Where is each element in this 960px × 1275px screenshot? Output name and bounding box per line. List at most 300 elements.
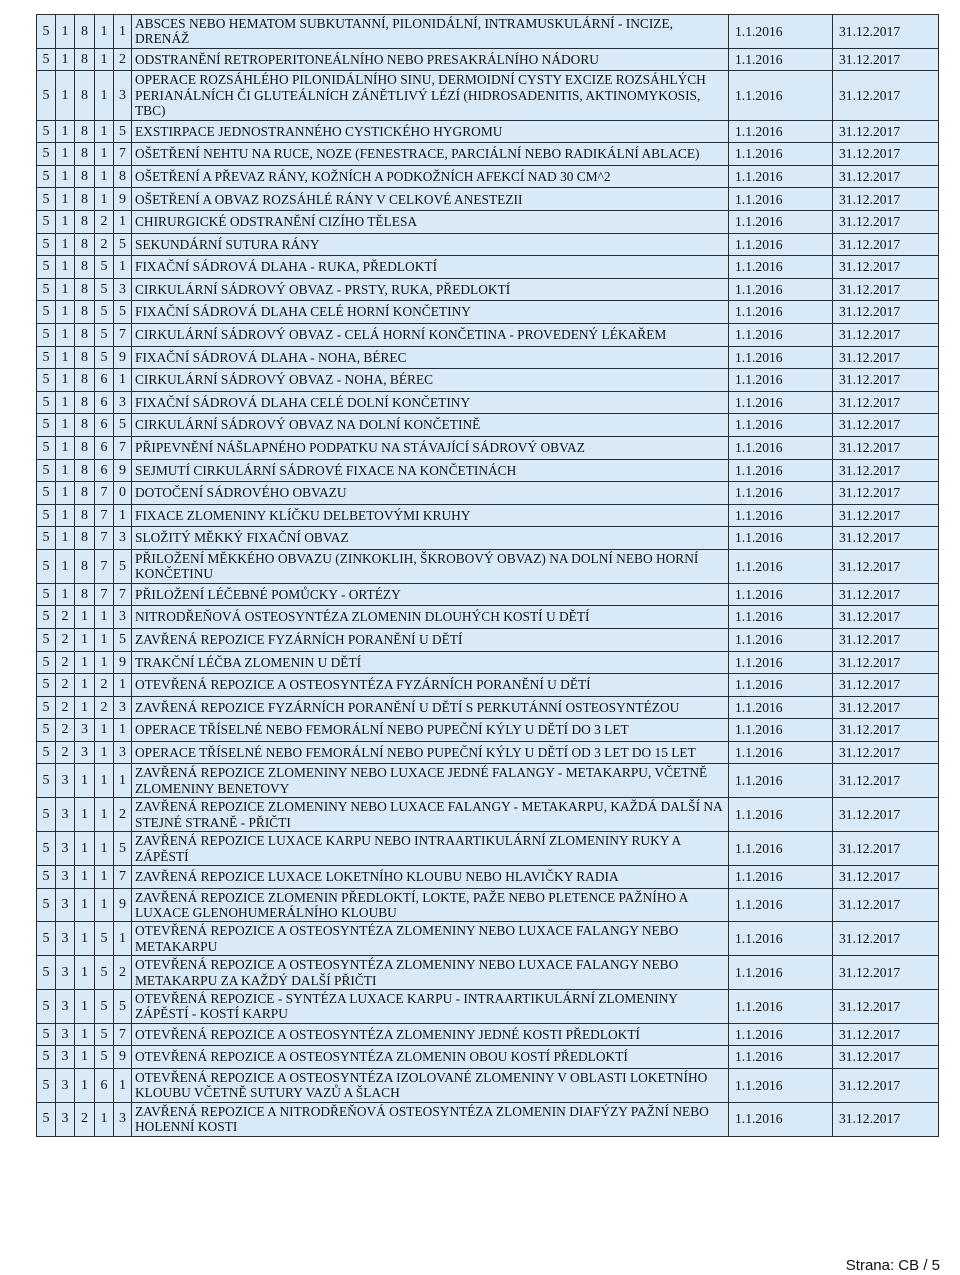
- code-digit-cell: 1: [95, 628, 114, 651]
- code-digit-cell: 1: [95, 865, 114, 888]
- code-digit-cell: 1: [75, 628, 95, 651]
- code-digit-cell: 5: [37, 549, 56, 583]
- code-digit-cell: 5: [114, 233, 132, 256]
- code-digit-cell: 7: [114, 865, 132, 888]
- procedure-name-cell: ZAVŘENÁ REPOZICE LUXACE KARPU NEBO INTRAARTIKULÁRNÍ ZLOMENINY RUKY A ZÁPĚSTÍ: [132, 832, 729, 866]
- procedure-name-cell: OPERACE TŘÍSELNÉ NEBO FEMORÁLNÍ NEBO PUPEČNÍ KÝLY U DĚTÍ DO 3 LET: [132, 719, 729, 742]
- code-digit-cell: 5: [37, 256, 56, 279]
- code-digit-cell: 3: [75, 741, 95, 764]
- code-digit-cell: 5: [37, 888, 56, 922]
- code-digit-cell: 1: [75, 764, 95, 798]
- code-digit-cell: 5: [37, 120, 56, 143]
- table-row: [37, 15, 939, 49]
- code-digit-cell: 5: [37, 628, 56, 651]
- procedure-name-cell: ZAVŘENÁ REPOZICE ZLOMENIN PŘEDLOKTÍ, LOKTE, PAŽE NEBO PLETENCE PAŽNÍHO A LUXACE GLENOHUMERÁLNÍHO KLOUBU: [132, 888, 729, 922]
- table-row: [37, 741, 939, 764]
- code-digit-cell: 1: [95, 764, 114, 798]
- code-digit-cell: 5: [37, 583, 56, 606]
- valid-from-cell: 1.1.2016: [729, 1023, 833, 1046]
- valid-from-cell: 1.1.2016: [729, 165, 833, 188]
- valid-from-cell: 1.1.2016: [729, 188, 833, 211]
- table-row: [37, 504, 939, 527]
- procedure-name-cell: OŠETŘENÍ NEHTU NA RUCE, NOZE (FENESTRACE, PARCIÁLNÍ NEBO RADIKÁLNÍ ABLACE): [132, 143, 729, 166]
- code-digit-cell: 1: [75, 832, 95, 866]
- code-digit-cell: 9: [114, 188, 132, 211]
- table-row: [37, 989, 939, 1023]
- valid-to-cell: 31.12.2017: [833, 188, 939, 211]
- valid-from-cell: 1.1.2016: [729, 482, 833, 505]
- code-digit-cell: 5: [37, 188, 56, 211]
- code-digit-cell: 5: [37, 346, 56, 369]
- table-row: [37, 549, 939, 583]
- code-digit-cell: 6: [95, 369, 114, 392]
- code-digit-cell: 5: [37, 651, 56, 674]
- code-digit-cell: 1: [56, 414, 75, 437]
- code-digit-cell: 1: [95, 165, 114, 188]
- code-digit-cell: 8: [75, 391, 95, 414]
- code-digit-cell: 5: [37, 1102, 56, 1136]
- valid-to-cell: 31.12.2017: [833, 165, 939, 188]
- code-digit-cell: 5: [37, 369, 56, 392]
- procedure-name-cell: ODSTRANĚNÍ RETROPERITONEÁLNÍHO NEBO PRESAKRÁLNÍHO NÁDORU: [132, 48, 729, 71]
- procedure-name-cell: OTEVŘENÁ REPOZICE A OSTEOSYNTÉZA FYZÁRNÍCH PORANĚNÍ U DĚTÍ: [132, 674, 729, 697]
- valid-to-cell: 31.12.2017: [833, 628, 939, 651]
- code-digit-cell: 5: [37, 211, 56, 234]
- code-digit-cell: 5: [114, 414, 132, 437]
- code-digit-cell: 2: [75, 1102, 95, 1136]
- code-digit-cell: 1: [56, 549, 75, 583]
- valid-from-cell: 1.1.2016: [729, 120, 833, 143]
- procedure-name-cell: CIRKULÁRNÍ SÁDROVÝ OBVAZ - NOHA, BÉREC: [132, 369, 729, 392]
- procedure-name-cell: OPERACE TŘÍSELNÉ NEBO FEMORÁLNÍ NEBO PUPEČNÍ KÝLY U DĚTÍ OD 3 LET DO 15 LET: [132, 741, 729, 764]
- valid-to-cell: 31.12.2017: [833, 120, 939, 143]
- code-digit-cell: 8: [75, 549, 95, 583]
- code-digit-cell: 2: [95, 211, 114, 234]
- procedure-name-cell: TRAKČNÍ LÉČBA ZLOMENIN U DĚTÍ: [132, 651, 729, 674]
- valid-to-cell: 31.12.2017: [833, 504, 939, 527]
- code-digit-cell: 1: [114, 922, 132, 956]
- code-digit-cell: 1: [56, 459, 75, 482]
- code-digit-cell: 5: [37, 301, 56, 324]
- procedure-name-cell: OTEVŘENÁ REPOZICE - SYNTÉZA LUXACE KARPU - INTRAARTIKULÁRNÍ ZLOMENINY ZÁPĚSTÍ - KOSTÍ KARPU: [132, 989, 729, 1023]
- code-digit-cell: 1: [95, 606, 114, 629]
- code-digit-cell: 1: [75, 1046, 95, 1069]
- table-row: [37, 628, 939, 651]
- code-digit-cell: 1: [114, 719, 132, 742]
- code-digit-cell: 7: [95, 482, 114, 505]
- valid-to-cell: 31.12.2017: [833, 583, 939, 606]
- procedure-name-cell: OTEVŘENÁ REPOZICE A OSTEOSYNTÉZA ZLOMENINY JEDNÉ KOSTI PŘEDLOKTÍ: [132, 1023, 729, 1046]
- code-digit-cell: 3: [56, 1046, 75, 1069]
- code-digit-cell: 1: [56, 143, 75, 166]
- table-row: [37, 832, 939, 866]
- code-digit-cell: 5: [95, 301, 114, 324]
- code-digit-cell: 0: [114, 482, 132, 505]
- code-digit-cell: 1: [75, 865, 95, 888]
- table-row: [37, 278, 939, 301]
- table-row: [37, 888, 939, 922]
- code-digit-cell: 1: [75, 888, 95, 922]
- code-digit-cell: 1: [56, 165, 75, 188]
- code-digit-cell: 5: [37, 922, 56, 956]
- procedure-name-cell: OTEVŘENÁ REPOZICE A OSTEOSYNTÉZA ZLOMENINY NEBO LUXACE FALANGY NEBO METAKARPU ZA KAŽDÝ DALŠÍ PŘIČTI: [132, 956, 729, 990]
- valid-from-cell: 1.1.2016: [729, 696, 833, 719]
- valid-from-cell: 1.1.2016: [729, 346, 833, 369]
- procedure-name-cell: ZAVŘENÁ REPOZICE A NITRODŘEŇOVÁ OSTEOSYNTÉZA ZLOMENIN DIAFÝZY PAŽNÍ NEBO HOLENNÍ KOSTI: [132, 1102, 729, 1136]
- table-row: [37, 165, 939, 188]
- code-digit-cell: 5: [114, 549, 132, 583]
- code-digit-cell: 1: [114, 1068, 132, 1102]
- valid-to-cell: 31.12.2017: [833, 798, 939, 832]
- code-digit-cell: 3: [114, 606, 132, 629]
- valid-from-cell: 1.1.2016: [729, 888, 833, 922]
- code-digit-cell: 5: [37, 414, 56, 437]
- table-row: [37, 527, 939, 550]
- procedure-name-cell: CIRKULÁRNÍ SÁDROVÝ OBVAZ - CELÁ HORNÍ KONČETINA - PROVEDENÝ LÉKAŘEM: [132, 323, 729, 346]
- code-digit-cell: 5: [37, 1023, 56, 1046]
- code-digit-cell: 5: [37, 504, 56, 527]
- code-digit-cell: 1: [95, 48, 114, 71]
- table-row: [37, 956, 939, 990]
- code-digit-cell: 2: [56, 719, 75, 742]
- code-digit-cell: 5: [114, 628, 132, 651]
- valid-to-cell: 31.12.2017: [833, 391, 939, 414]
- valid-from-cell: 1.1.2016: [729, 323, 833, 346]
- table-row: [37, 71, 939, 120]
- procedure-name-cell: FIXAČNÍ SÁDROVÁ DLAHA CELÉ DOLNÍ KONČETINY: [132, 391, 729, 414]
- table-row: [37, 606, 939, 629]
- code-digit-cell: 1: [56, 323, 75, 346]
- code-digit-cell: 3: [114, 741, 132, 764]
- valid-to-cell: 31.12.2017: [833, 1023, 939, 1046]
- code-digit-cell: 1: [75, 989, 95, 1023]
- code-digit-cell: 1: [114, 256, 132, 279]
- code-digit-cell: 1: [114, 504, 132, 527]
- procedure-name-cell: OTEVŘENÁ REPOZICE A OSTEOSYNTÉZA IZOLOVANÉ ZLOMENINY V OBLASTI LOKETNÍHO KLOUBU VČETNĚ SUTURY VAZŮ A ŠLACH: [132, 1068, 729, 1102]
- valid-from-cell: 1.1.2016: [729, 606, 833, 629]
- code-digit-cell: 5: [37, 233, 56, 256]
- valid-to-cell: 31.12.2017: [833, 301, 939, 324]
- valid-from-cell: 1.1.2016: [729, 459, 833, 482]
- code-digit-cell: 3: [114, 696, 132, 719]
- table-row: [37, 459, 939, 482]
- valid-to-cell: 31.12.2017: [833, 323, 939, 346]
- procedure-name-cell: ZAVŘENÁ REPOZICE FYZÁRNÍCH PORANĚNÍ U DĚTÍ S PERKUTÁNNÍ OSTEOSYNTÉZOU: [132, 696, 729, 719]
- procedure-name-cell: PŘILOŽENÍ MĚKKÉHO OBVAZU (ZINKOKLIH, ŠKROBOVÝ OBVAZ) NA DOLNÍ NEBO HORNÍ KONČETINU: [132, 549, 729, 583]
- valid-to-cell: 31.12.2017: [833, 1046, 939, 1069]
- procedure-name-cell: SLOŽITÝ MĚKKÝ FIXAČNÍ OBVAZ: [132, 527, 729, 550]
- code-digit-cell: 3: [114, 71, 132, 120]
- code-digit-cell: 5: [37, 482, 56, 505]
- valid-to-cell: 31.12.2017: [833, 346, 939, 369]
- code-digit-cell: 7: [95, 583, 114, 606]
- code-digit-cell: 5: [37, 48, 56, 71]
- code-digit-cell: 3: [56, 922, 75, 956]
- valid-to-cell: 31.12.2017: [833, 865, 939, 888]
- valid-from-cell: 1.1.2016: [729, 278, 833, 301]
- valid-to-cell: 31.12.2017: [833, 1102, 939, 1136]
- procedure-name-cell: ZAVŘENÁ REPOZICE ZLOMENINY NEBO LUXACE JEDNÉ FALANGY - METAKARPU, VČETNĚ ZLOMENINY BENETOVY: [132, 764, 729, 798]
- code-digit-cell: 7: [114, 1023, 132, 1046]
- procedure-name-cell: CIRKULÁRNÍ SÁDROVÝ OBVAZ - PRSTY, RUKA, PŘEDLOKTÍ: [132, 278, 729, 301]
- table-row: [37, 922, 939, 956]
- valid-from-cell: 1.1.2016: [729, 504, 833, 527]
- procedure-code-table: [36, 14, 939, 1137]
- code-digit-cell: 1: [114, 674, 132, 697]
- table-row: [37, 1068, 939, 1102]
- valid-to-cell: 31.12.2017: [833, 719, 939, 742]
- procedure-name-cell: EXSTIRPACE JEDNOSTRANNÉHO CYSTICKÉHO HYGROMU: [132, 120, 729, 143]
- code-digit-cell: 3: [56, 1102, 75, 1136]
- code-digit-cell: 2: [56, 696, 75, 719]
- code-digit-cell: 2: [56, 628, 75, 651]
- procedure-name-cell: SEJMUTÍ CIRKULÁRNÍ SÁDROVÉ FIXACE NA KONČETINÁCH: [132, 459, 729, 482]
- code-digit-cell: 1: [95, 719, 114, 742]
- code-digit-cell: 3: [56, 764, 75, 798]
- code-digit-cell: 5: [37, 989, 56, 1023]
- code-digit-cell: 5: [37, 391, 56, 414]
- valid-from-cell: 1.1.2016: [729, 865, 833, 888]
- valid-to-cell: 31.12.2017: [833, 369, 939, 392]
- code-digit-cell: 6: [95, 459, 114, 482]
- code-digit-cell: 8: [75, 583, 95, 606]
- code-digit-cell: 8: [75, 527, 95, 550]
- code-digit-cell: 8: [75, 301, 95, 324]
- code-digit-cell: 5: [37, 606, 56, 629]
- procedure-name-cell: OŠETŘENÍ A OBVAZ ROZSÁHLÉ RÁNY V CELKOVÉ ANESTEZII: [132, 188, 729, 211]
- procedure-name-cell: ZAVŘENÁ REPOZICE ZLOMENINY NEBO LUXACE FALANGY - METAKARPU, KAŽDÁ DALŠÍ NA STEJNÉ STRANĚ - PŘIČTI: [132, 798, 729, 832]
- code-digit-cell: 9: [114, 346, 132, 369]
- valid-from-cell: 1.1.2016: [729, 1046, 833, 1069]
- valid-from-cell: 1.1.2016: [729, 143, 833, 166]
- valid-to-cell: 31.12.2017: [833, 482, 939, 505]
- code-digit-cell: 5: [37, 71, 56, 120]
- valid-from-cell: 1.1.2016: [729, 674, 833, 697]
- valid-from-cell: 1.1.2016: [729, 391, 833, 414]
- procedure-name-cell: OŠETŘENÍ A PŘEVAZ RÁNY, KOŽNÍCH A PODKOŽNÍCH AFEKCÍ NAD 30 CM^2: [132, 165, 729, 188]
- code-digit-cell: 1: [56, 256, 75, 279]
- code-digit-cell: 7: [114, 323, 132, 346]
- valid-from-cell: 1.1.2016: [729, 741, 833, 764]
- code-digit-cell: 5: [37, 1046, 56, 1069]
- table-row: [37, 211, 939, 234]
- code-digit-cell: 6: [95, 391, 114, 414]
- code-digit-cell: 5: [37, 527, 56, 550]
- code-digit-cell: 3: [114, 527, 132, 550]
- code-digit-cell: 5: [37, 696, 56, 719]
- code-digit-cell: 5: [114, 832, 132, 866]
- valid-to-cell: 31.12.2017: [833, 211, 939, 234]
- code-digit-cell: 1: [95, 651, 114, 674]
- code-digit-cell: 3: [56, 956, 75, 990]
- code-digit-cell: 8: [75, 71, 95, 120]
- valid-to-cell: 31.12.2017: [833, 989, 939, 1023]
- procedure-name-cell: ZAVŘENÁ REPOZICE LUXACE LOKETNÍHO KLOUBU NEBO HLAVIČKY RADIA: [132, 865, 729, 888]
- valid-from-cell: 1.1.2016: [729, 527, 833, 550]
- procedure-name-cell: PŘILOŽENÍ LÉČEBNÉ POMŮCKY - ORTÉZY: [132, 583, 729, 606]
- code-digit-cell: 1: [56, 482, 75, 505]
- code-digit-cell: 1: [56, 301, 75, 324]
- procedure-name-cell: OPERACE ROZSÁHLÉHO PILONIDÁLNÍHO SINU, DERMOIDNÍ CYSTY EXCIZE ROZSÁHLÝCH PERIANÁLNÍCH ČI GLUTEÁLNÍCH ZÁNĚTLIVÝ LÉZÍ (HIDROSADENITIS, AKTINOMYKOSIS, TBC): [132, 71, 729, 120]
- valid-from-cell: 1.1.2016: [729, 15, 833, 49]
- code-digit-cell: 1: [56, 278, 75, 301]
- code-digit-cell: 8: [75, 436, 95, 459]
- code-digit-cell: 1: [56, 48, 75, 71]
- valid-to-cell: 31.12.2017: [833, 832, 939, 866]
- code-digit-cell: 8: [75, 482, 95, 505]
- code-digit-cell: 5: [37, 278, 56, 301]
- code-digit-cell: 1: [95, 832, 114, 866]
- table-row: [37, 120, 939, 143]
- procedure-name-cell: NITRODŘEŇOVÁ OSTEOSYNTÉZA ZLOMENIN DLOUHÝCH KOSTÍ U DĚTÍ: [132, 606, 729, 629]
- valid-from-cell: 1.1.2016: [729, 583, 833, 606]
- code-digit-cell: 7: [114, 143, 132, 166]
- valid-to-cell: 31.12.2017: [833, 48, 939, 71]
- valid-from-cell: 1.1.2016: [729, 798, 833, 832]
- code-digit-cell: 2: [114, 956, 132, 990]
- valid-from-cell: 1.1.2016: [729, 956, 833, 990]
- code-digit-cell: 3: [114, 391, 132, 414]
- code-digit-cell: 3: [114, 278, 132, 301]
- valid-from-cell: 1.1.2016: [729, 922, 833, 956]
- procedure-name-cell: FIXAČNÍ SÁDROVÁ DLAHA - RUKA, PŘEDLOKTÍ: [132, 256, 729, 279]
- code-digit-cell: 1: [56, 188, 75, 211]
- valid-from-cell: 1.1.2016: [729, 233, 833, 256]
- table-row: [37, 323, 939, 346]
- valid-from-cell: 1.1.2016: [729, 1102, 833, 1136]
- valid-to-cell: 31.12.2017: [833, 651, 939, 674]
- valid-from-cell: 1.1.2016: [729, 256, 833, 279]
- procedure-name-cell: FIXAČNÍ SÁDROVÁ DLAHA CELÉ HORNÍ KONČETINY: [132, 301, 729, 324]
- valid-to-cell: 31.12.2017: [833, 888, 939, 922]
- code-digit-cell: 5: [37, 956, 56, 990]
- code-digit-cell: 3: [56, 798, 75, 832]
- code-digit-cell: 5: [37, 1068, 56, 1102]
- code-digit-cell: 5: [95, 989, 114, 1023]
- code-digit-cell: 5: [95, 1046, 114, 1069]
- code-digit-cell: 2: [56, 606, 75, 629]
- code-digit-cell: 5: [95, 278, 114, 301]
- table-row: [37, 391, 939, 414]
- code-digit-cell: 2: [114, 48, 132, 71]
- valid-to-cell: 31.12.2017: [833, 1068, 939, 1102]
- code-digit-cell: 5: [37, 764, 56, 798]
- code-digit-cell: 2: [95, 674, 114, 697]
- code-digit-cell: 5: [37, 741, 56, 764]
- table-row: [37, 719, 939, 742]
- code-digit-cell: 1: [56, 504, 75, 527]
- code-digit-cell: 1: [56, 15, 75, 49]
- code-digit-cell: 8: [75, 233, 95, 256]
- code-digit-cell: 5: [95, 256, 114, 279]
- code-digit-cell: 6: [95, 436, 114, 459]
- code-digit-cell: 7: [95, 527, 114, 550]
- code-digit-cell: 1: [75, 956, 95, 990]
- valid-to-cell: 31.12.2017: [833, 233, 939, 256]
- code-digit-cell: 1: [95, 15, 114, 49]
- table-row: [37, 1046, 939, 1069]
- code-digit-cell: 8: [75, 346, 95, 369]
- table-row: [37, 1102, 939, 1136]
- code-digit-cell: 2: [114, 798, 132, 832]
- procedure-name-cell: CIRKULÁRNÍ SÁDROVÝ OBVAZ NA DOLNÍ KONČETINĚ: [132, 414, 729, 437]
- code-digit-cell: 5: [114, 301, 132, 324]
- code-digit-cell: 5: [37, 865, 56, 888]
- code-digit-cell: 7: [114, 583, 132, 606]
- valid-to-cell: 31.12.2017: [833, 436, 939, 459]
- valid-to-cell: 31.12.2017: [833, 956, 939, 990]
- table-row: [37, 346, 939, 369]
- code-digit-cell: 5: [95, 323, 114, 346]
- code-digit-cell: 5: [37, 832, 56, 866]
- valid-from-cell: 1.1.2016: [729, 651, 833, 674]
- code-digit-cell: 1: [95, 71, 114, 120]
- valid-to-cell: 31.12.2017: [833, 256, 939, 279]
- code-digit-cell: 1: [56, 346, 75, 369]
- procedure-name-cell: CHIRURGICKÉ ODSTRANĚNÍ CIZÍHO TĚLESA: [132, 211, 729, 234]
- valid-from-cell: 1.1.2016: [729, 989, 833, 1023]
- table-row: [37, 583, 939, 606]
- table-row: [37, 301, 939, 324]
- procedure-name-cell: FIXACE ZLOMENINY KLÍČKU DELBETOVÝMI KRUHY: [132, 504, 729, 527]
- code-digit-cell: 2: [95, 696, 114, 719]
- code-digit-cell: 3: [56, 1068, 75, 1102]
- table-row: [37, 798, 939, 832]
- code-digit-cell: 1: [56, 527, 75, 550]
- code-digit-cell: 1: [56, 436, 75, 459]
- code-digit-cell: 3: [56, 989, 75, 1023]
- code-digit-cell: 5: [95, 956, 114, 990]
- code-digit-cell: 8: [75, 188, 95, 211]
- valid-from-cell: 1.1.2016: [729, 48, 833, 71]
- table-row: [37, 233, 939, 256]
- valid-from-cell: 1.1.2016: [729, 832, 833, 866]
- code-digit-cell: 9: [114, 651, 132, 674]
- code-digit-cell: 3: [56, 1023, 75, 1046]
- valid-from-cell: 1.1.2016: [729, 549, 833, 583]
- code-digit-cell: 9: [114, 459, 132, 482]
- table-row: [37, 188, 939, 211]
- code-digit-cell: 8: [75, 48, 95, 71]
- valid-from-cell: 1.1.2016: [729, 414, 833, 437]
- code-digit-cell: 8: [75, 120, 95, 143]
- code-digit-cell: 1: [75, 606, 95, 629]
- valid-to-cell: 31.12.2017: [833, 606, 939, 629]
- procedure-name-cell: FIXAČNÍ SÁDROVÁ DLAHA - NOHA, BÉREC: [132, 346, 729, 369]
- procedure-name-cell: DOTOČENÍ SÁDROVÉHO OBVAZU: [132, 482, 729, 505]
- code-digit-cell: 7: [95, 549, 114, 583]
- valid-to-cell: 31.12.2017: [833, 674, 939, 697]
- code-digit-cell: 3: [75, 719, 95, 742]
- code-digit-cell: 1: [95, 188, 114, 211]
- code-digit-cell: 1: [95, 741, 114, 764]
- valid-to-cell: 31.12.2017: [833, 71, 939, 120]
- code-digit-cell: 5: [114, 120, 132, 143]
- code-digit-cell: 5: [37, 798, 56, 832]
- valid-to-cell: 31.12.2017: [833, 527, 939, 550]
- code-digit-cell: 8: [75, 165, 95, 188]
- code-digit-cell: 8: [75, 278, 95, 301]
- code-digit-cell: 5: [37, 459, 56, 482]
- procedure-name-cell: OTEVŘENÁ REPOZICE A OSTEOSYNTÉZA ZLOMENINY NEBO LUXACE FALANGY NEBO METAKARPU: [132, 922, 729, 956]
- code-digit-cell: 7: [95, 504, 114, 527]
- code-digit-cell: 8: [114, 165, 132, 188]
- code-digit-cell: 5: [37, 15, 56, 49]
- procedure-name-cell: PŘIPEVNĚNÍ NÁŠLAPNÉHO PODPATKU NA STÁVAJÍCÍ SÁDROVÝ OBVAZ: [132, 436, 729, 459]
- code-digit-cell: 1: [114, 211, 132, 234]
- code-digit-cell: 5: [37, 323, 56, 346]
- code-digit-cell: 8: [75, 323, 95, 346]
